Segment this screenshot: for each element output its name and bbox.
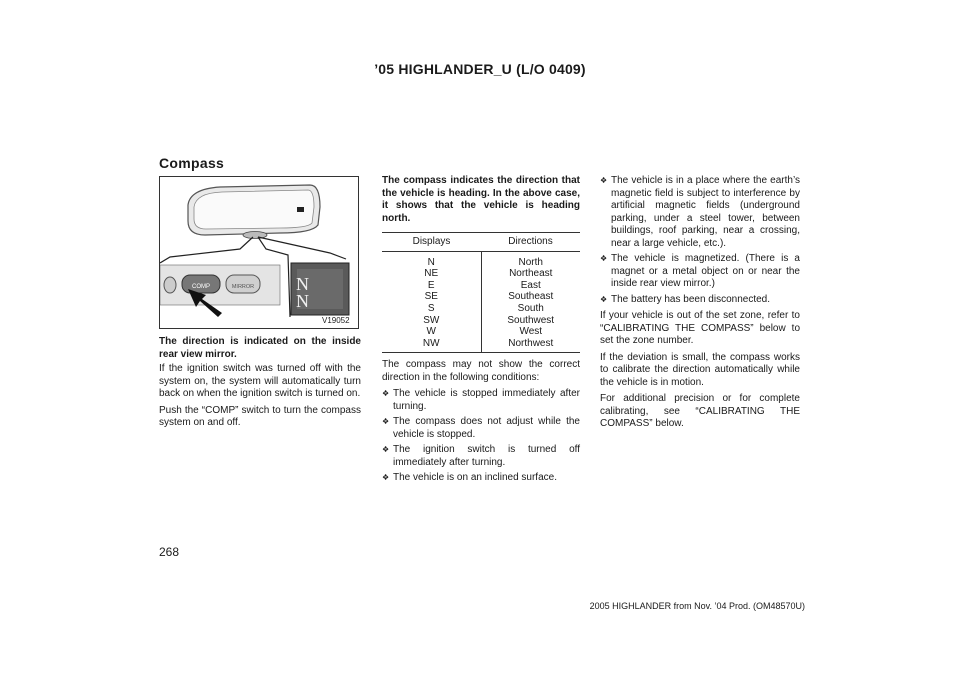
column-2 [382,175,580,489]
figure-caption: The direction is indicated on the inside rear view mirror. [159,336,361,360]
table-row: W West [382,326,580,338]
conditions-intro: The compass may not show the correct direction in the following conditions: [382,359,580,383]
page-footer: 2005 HIGHLANDER from Nov. ’04 Prod. (OM48570U) [589,601,805,611]
table-row: E East [382,280,580,292]
mirror-illustration [159,176,359,329]
figure-label: V19052 [322,316,350,325]
display-letter-bottom: N [296,291,309,311]
directions-table [382,232,580,353]
table-row: SW Southwest [382,315,580,327]
table-row: S South [382,303,580,315]
table-row: SE Southeast [382,291,580,303]
list-item: ❖ The vehicle is stopped immediately after turning. [382,388,580,413]
list-item: ❖ The vehicle is in a place where the earth’s magnetic field is subject to interference by artificial magnetic fields (underground parking, under a steel tower, between buildings, roof parking, near a crossing, near a large vehicle, etc.). [600,175,800,250]
conditions-list [382,388,580,485]
table-header-displays: Displays [382,233,481,252]
table-row: NW Northwest [382,338,580,353]
column-3 [600,175,800,435]
conditions-list-continued [600,175,800,306]
mirror-indicator [297,207,304,212]
column-1-text [159,363,361,434]
compass-intro: The compass indicates the direction that the vehicle is heading. In the above case, it shows that the vehicle is heading north. [382,175,580,224]
paragraph: If the ignition switch was turned off with the system on, the system will automatically turn back on when the ignition switch is turned on. [159,363,361,399]
page-number: 268 [159,545,180,559]
list-item: ❖ The compass does not adjust while the vehicle is stopped. [382,416,580,441]
section-title: Compass [159,155,225,171]
comp-switch-label: COMP [192,284,210,290]
page-header: ’05 HIGHLANDER_U (L/O 0409) [374,61,586,77]
paragraph: If your vehicle is out of the set zone, refer to “CALIBRATING THE COMPASS” below to set the zone number. [600,310,800,346]
display-letter-top: N [296,274,309,294]
mirror-switch-label: MIRROR [231,284,255,290]
paragraph: Push the “COMP” switch to turn the compass system on and off. [159,404,361,428]
table-header-directions: Directions [481,233,580,252]
paragraph: If the deviation is small, the compass works to calibrate the direction automatically while the vehicle is in motion. [600,351,800,388]
table-row: NE Northeast [382,268,580,280]
paragraph: For additional precision or for complete calibrating, see “CALIBRATING THE COMPASS” below. [600,393,800,429]
list-item: ❖ The vehicle is on an inclined surface. [382,472,580,485]
list-item: ❖ The ignition switch is turned off immediately after turning. [382,444,580,469]
list-item: ❖ The vehicle is magnetized. (There is a magnet or a metal object on or near the inside rear view mirror.) [600,253,800,291]
table-row: N North [382,251,580,268]
list-item: ❖ The battery has been disconnected. [600,294,800,307]
mirror-drawing [160,177,358,328]
